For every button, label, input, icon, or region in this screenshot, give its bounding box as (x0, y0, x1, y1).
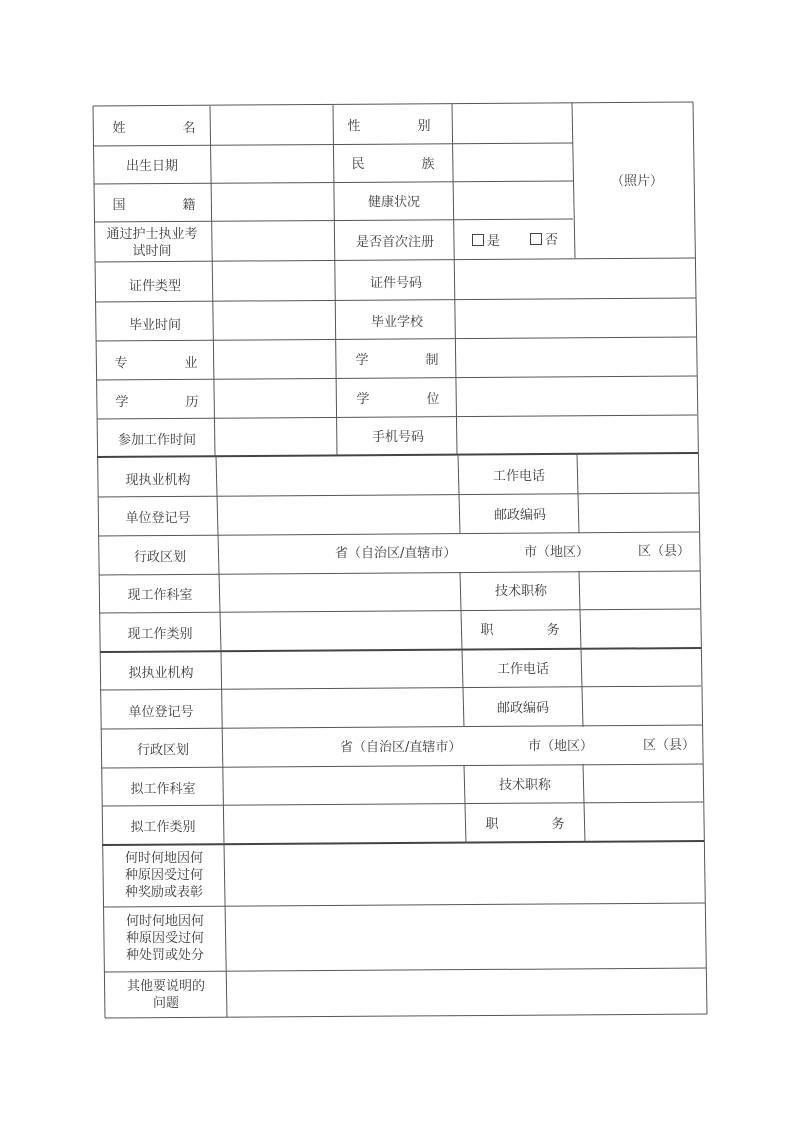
proposed-work-phone-label: 工作电话 (496, 662, 550, 677)
current-district-label: 区（县） (638, 544, 691, 559)
current-work-phone-label: 工作电话 (492, 469, 546, 484)
proposed-category-label: 拟工作类别 (130, 820, 196, 835)
awards-label: 何时何地因何种原因受过何种奖励或表彰 (124, 851, 203, 900)
id-type-label: 证件类型 (128, 279, 182, 294)
current-category-label: 现工作类别 (127, 627, 193, 642)
current-city-label: 市（地区） (524, 545, 590, 560)
proposed-province-label: 省（自治区/直辖市） (340, 740, 462, 755)
current-department-label: 现工作科室 (127, 588, 193, 603)
photo-placeholder: （照片） (610, 174, 664, 189)
yes-checkbox-icon[interactable] (472, 234, 484, 246)
other-notes-label: 其他要说明的问题 (126, 979, 205, 1011)
birth-date-label: 出生日期 (125, 159, 179, 174)
ethnicity-label: 民 族 (351, 157, 457, 172)
proposed-department-label: 拟工作科室 (130, 782, 196, 797)
proposed-city-label: 市（地区） (528, 739, 594, 754)
current-reg-number-label: 单位登记号 (125, 511, 191, 526)
proposed-division-label: 行政区划 (136, 743, 190, 758)
name-label: 姓 名 (112, 121, 218, 136)
mobile-phone-label: 手机号码 (371, 430, 425, 445)
proposed-reg-number-label: 单位登记号 (128, 705, 194, 720)
penalties-label: 何时何地因何种原因受过何种处罚或处分 (125, 914, 204, 963)
proposed-postcode-label: 邮政编码 (496, 701, 550, 716)
degree-label: 学 位 (356, 392, 462, 407)
exam-time-label: 通过护士执业考试时间 (106, 227, 198, 259)
proposed-institution-label: 拟执业机构 (128, 666, 194, 681)
health-label: 健康状况 (367, 195, 421, 210)
education-label: 学 历 (115, 395, 221, 410)
proposed-position-label: 职 务 (485, 817, 585, 832)
current-postcode-label: 邮政编码 (493, 508, 547, 523)
nationality-label: 国 籍 (112, 198, 218, 213)
id-number-label: 证件号码 (369, 276, 423, 291)
gender-label: 性 别 (347, 119, 453, 134)
major-label: 专 业 (114, 356, 220, 371)
first-reg-yes-option[interactable]: 是 (472, 233, 500, 250)
no-checkbox-icon[interactable] (530, 233, 542, 245)
study-length-label: 学 制 (355, 353, 461, 368)
current-position-label: 职 务 (480, 623, 580, 638)
proposed-district-label: 区（县） (643, 738, 696, 753)
first-reg-no-option[interactable]: 否 (530, 232, 558, 249)
graduation-time-label: 毕业时间 (128, 318, 182, 333)
work-start-label: 参加工作时间 (117, 433, 197, 448)
school-label: 毕业学校 (370, 315, 424, 330)
first-registration-label: 是否首次注册 (355, 235, 435, 250)
current-title-label: 技术职称 (494, 584, 548, 599)
current-institution-label: 现执业机构 (125, 473, 191, 488)
current-province-label: 省（自治区/直辖市） (335, 546, 457, 561)
proposed-title-label: 技术职称 (498, 778, 552, 793)
current-division-label: 行政区划 (133, 550, 187, 565)
